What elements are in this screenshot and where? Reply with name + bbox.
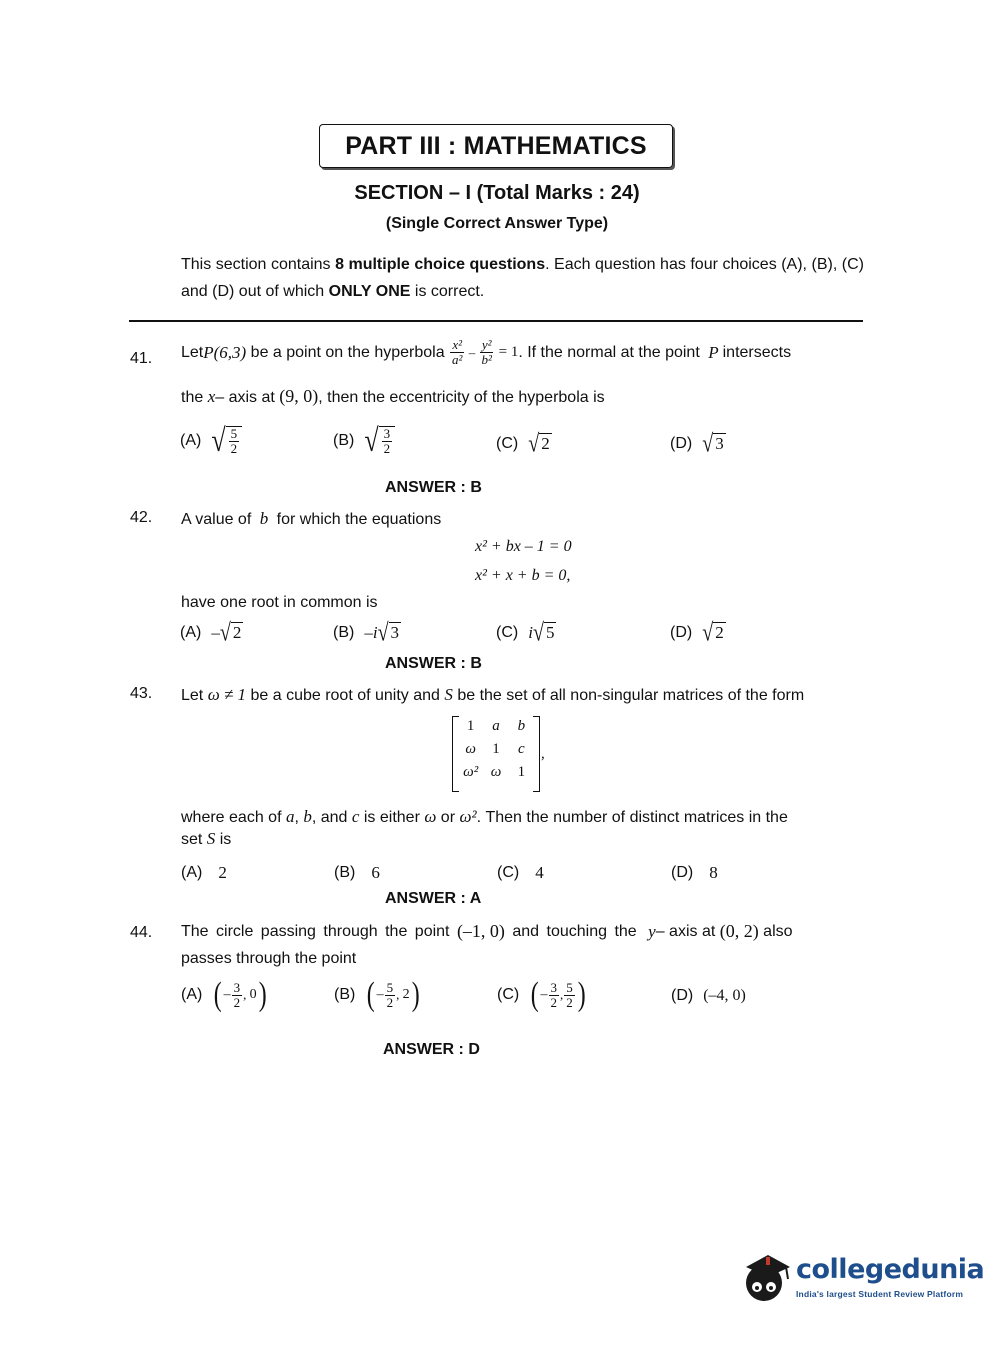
option-label: (A) [180, 623, 202, 641]
text: set [181, 831, 207, 848]
radical-sign: √ [532, 618, 544, 647]
radicand: 2 [232, 623, 242, 642]
option-d[interactable] [671, 863, 718, 883]
option-label: (C) [496, 623, 519, 641]
answer-label: ANSWER : D [383, 1041, 480, 1058]
coordinate: 2 [402, 987, 410, 1002]
math-var: b [259, 509, 269, 528]
denominator: a² [452, 352, 463, 367]
radicand: 5 [545, 623, 555, 642]
question-text-line2 [181, 807, 788, 827]
text: be a cube root of unity and [246, 687, 445, 704]
text: for which the equations [272, 511, 442, 528]
option-d[interactable] [670, 429, 726, 458]
option-label: (A) [181, 986, 203, 1003]
text: or [436, 809, 460, 826]
math-point: (9, 0) [279, 386, 319, 406]
math-point: (–1, 0) [456, 921, 505, 941]
intro-text: This section contains [181, 256, 336, 273]
answer-label: ANSWER : B [385, 655, 482, 672]
option-label: (A) [181, 864, 203, 881]
matrix-cell: b [517, 718, 526, 734]
option-c[interactable] [497, 976, 587, 1013]
matrix-cell: ω [490, 764, 502, 780]
text: , [294, 809, 304, 826]
equals: = 1 [494, 344, 519, 360]
sign: – [223, 987, 231, 1002]
paren-right: ) [411, 976, 420, 1013]
math-var: x [207, 387, 216, 406]
option-value: 4 [535, 863, 544, 882]
radicand: 3 [715, 434, 724, 453]
answer-label: ANSWER : B [385, 479, 482, 496]
minus-sign: – [465, 344, 479, 360]
text: Let [181, 687, 208, 704]
fraction [450, 338, 464, 367]
question-text [181, 685, 804, 705]
option-label: (B) [333, 432, 355, 449]
sqrt-expr [702, 429, 725, 458]
radical-sign: √ [211, 422, 226, 459]
question-number: 42. [130, 509, 153, 526]
prefix: i [528, 622, 533, 642]
math-var: P [708, 342, 719, 362]
sqrt-expr [532, 618, 556, 647]
paren-left: ( [214, 976, 222, 1013]
option-label: (C) [497, 864, 520, 881]
coordinate: 0 [249, 987, 257, 1002]
question-text-line3 [181, 829, 231, 849]
text: . Then the number of distinct matrices in the [476, 809, 788, 826]
denominator: 2 [230, 441, 238, 456]
option-c[interactable] [497, 863, 544, 883]
sign: – [376, 987, 384, 1002]
math-var: c [351, 807, 360, 826]
text: – axis at [215, 389, 280, 406]
section-instructions [181, 251, 864, 305]
matrix-cell: ω² [463, 764, 479, 780]
text: is either [359, 809, 425, 826]
denominator: 2 [566, 994, 573, 1010]
text: , and [311, 809, 352, 826]
numerator: x² [452, 337, 463, 352]
paren-left: ( [367, 976, 375, 1013]
text: and touching the [504, 922, 645, 940]
matrix-cell: 1 [517, 764, 526, 780]
option-label: (B) [334, 986, 356, 1003]
question-text [181, 921, 864, 942]
math-var: S [206, 829, 216, 848]
text: , then the eccentricity of the hyperbola is [318, 389, 605, 406]
answer-label: ANSWER : A [385, 890, 482, 907]
intro-bold: 8 multiple choice questions [335, 256, 546, 273]
math-point: (0, 2) [719, 921, 759, 941]
numerator: 3 [550, 979, 558, 995]
option-b[interactable] [334, 976, 421, 1013]
math-var: b [303, 807, 312, 826]
math-var: S [444, 685, 453, 704]
text: be a point on the hyperbola [246, 343, 450, 361]
matrix-grid [458, 718, 534, 781]
text: where each of [181, 809, 286, 826]
text: – axis at [655, 922, 720, 940]
logo-wordmark: collegedunia [796, 1254, 985, 1285]
fraction [382, 427, 393, 456]
text: the [181, 389, 208, 406]
comma: , [396, 987, 403, 1002]
text: Let [181, 343, 204, 361]
text: is [215, 831, 232, 848]
math-var: y [648, 921, 656, 941]
intro-text: is correct. [410, 283, 485, 300]
fraction [385, 981, 396, 1010]
text: intersects [722, 343, 792, 361]
prefix: –i [364, 622, 378, 642]
denominator: 2 [383, 441, 391, 456]
denominator: 2 [550, 994, 558, 1010]
fraction [479, 338, 493, 367]
question-text-line2: have one root in common is [181, 594, 378, 611]
radical-sign: √ [377, 618, 389, 647]
divider [129, 320, 863, 322]
option-value: 8 [709, 863, 718, 882]
text: also [758, 922, 793, 940]
option-label: (D) [670, 434, 693, 452]
matrix-cell: ω [465, 741, 476, 757]
option-a[interactable] [180, 422, 242, 459]
radical-sign: √ [528, 429, 540, 458]
numerator: 5 [386, 979, 394, 995]
prefix: – [211, 622, 220, 642]
sqrt-expr [219, 618, 243, 647]
intro-bold: ONLY ONE [328, 283, 411, 300]
text: be the set of all non-singular matrices of the form [452, 687, 805, 704]
denominator: 2 [233, 994, 241, 1010]
sign: – [540, 987, 548, 1002]
sqrt-expr [211, 422, 242, 459]
option-d[interactable] [671, 987, 746, 1005]
option-b[interactable] [333, 422, 395, 459]
collegedunia-logo[interactable] [738, 1243, 985, 1313]
numerator: 3 [383, 426, 391, 441]
equation-1: x² + bx – 1 = 0 [475, 538, 572, 555]
numerator: 5 [566, 979, 573, 995]
radical-sign: √ [702, 429, 714, 458]
matrix [452, 716, 540, 790]
paren-right: ) [258, 976, 267, 1013]
option-c[interactable] [496, 429, 552, 458]
option-b[interactable] [334, 863, 380, 883]
option-a[interactable] [181, 976, 268, 1013]
math-point: P(6,3) [203, 342, 247, 362]
question-number: 43. [130, 685, 153, 702]
intro-text: . Each question has four choices (A), (B), (C) and (D) out of which [181, 256, 864, 300]
option-label: (D) [671, 987, 694, 1004]
mascot-icon [738, 1243, 794, 1313]
logo-tagline: India's largest Student Review Platform [796, 1289, 964, 1299]
sqrt-expr [377, 618, 401, 647]
text: . If the normal at the point [518, 343, 705, 361]
paren-right: ) [577, 976, 586, 1013]
radical-sign: √ [219, 618, 231, 647]
fraction [229, 427, 240, 456]
sqrt-expr [702, 618, 725, 647]
question-text [181, 509, 441, 529]
part-title: PART III : MATHEMATICS [319, 124, 673, 168]
question-text-line2 [181, 386, 605, 407]
option-label: (D) [671, 864, 694, 881]
option-c[interactable] [496, 618, 556, 647]
numerator: 5 [230, 426, 238, 441]
option-d[interactable] [670, 618, 726, 647]
radical-sign: √ [364, 422, 379, 459]
comma: , [560, 987, 564, 1002]
math-expr: ω ≠ 1 [207, 685, 247, 704]
math-var: ω² [459, 807, 477, 826]
sqrt-expr [528, 429, 551, 458]
matrix-cell: c [517, 741, 525, 757]
matrix-cell: 1 [466, 718, 475, 734]
fraction [232, 981, 243, 1010]
sqrt-expr [364, 422, 395, 459]
question-number: 44. [130, 924, 153, 941]
numerator: y² [481, 337, 492, 352]
text: A value of [181, 511, 256, 528]
option-label: (A) [180, 432, 202, 449]
matrix-comma: , [541, 746, 545, 762]
section-title: SECTION – I (Total Marks : 24) [354, 182, 640, 204]
fraction [564, 981, 575, 1010]
question-text [181, 338, 864, 367]
comma: , [243, 987, 250, 1002]
paren-left: ( [530, 976, 539, 1013]
option-a[interactable] [180, 618, 243, 647]
option-label: (B) [334, 864, 356, 881]
option-b[interactable] [333, 618, 401, 647]
numerator: 3 [233, 979, 241, 995]
math-var: ω [424, 807, 437, 826]
option-label: (C) [496, 434, 519, 452]
matrix-bracket-right [533, 716, 540, 792]
option-value: 2 [218, 863, 227, 882]
option-label: (C) [497, 986, 520, 1003]
denominator: b² [481, 352, 492, 367]
option-value: 6 [371, 863, 380, 882]
radicand: 3 [390, 623, 400, 642]
matrix-cell: 1 [492, 741, 500, 757]
option-label: (B) [333, 623, 355, 641]
radical-sign: √ [702, 618, 714, 647]
option-label: (D) [670, 623, 693, 641]
section-type: (Single Correct Answer Type) [385, 215, 609, 232]
radicand: 2 [541, 434, 550, 453]
radicand: 2 [715, 623, 724, 642]
question-number: 41. [130, 350, 153, 367]
fraction [549, 981, 560, 1010]
text: The circle passing through the point [181, 922, 457, 940]
matrix-cell: a [492, 718, 500, 734]
denominator: 2 [386, 994, 394, 1010]
equation-2: x² + x + b = 0, [475, 567, 571, 584]
question-text-line2: passes through the point [181, 950, 357, 967]
option-a[interactable] [181, 863, 227, 883]
math-var: a [285, 807, 295, 826]
option-value: (–4, 0) [703, 987, 746, 1004]
